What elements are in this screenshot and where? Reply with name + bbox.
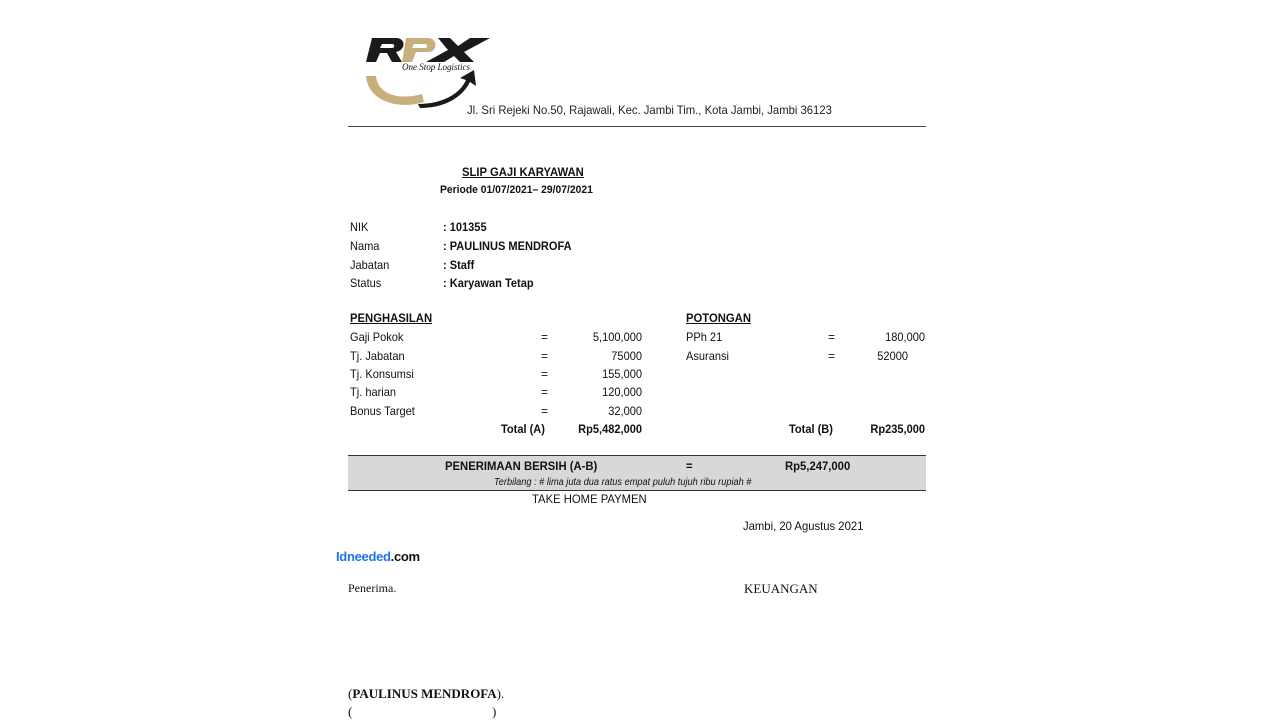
earnings-row-label: Tj. Jabatan xyxy=(350,349,405,363)
deductions-row-value: 180,000 xyxy=(885,330,925,344)
watermark-domain: .com xyxy=(390,549,420,564)
earnings-row-eq: = xyxy=(541,385,549,399)
net-pay-label: PENERIMAAN BERSIH (A-B) xyxy=(445,459,598,473)
earnings-row-value: 155,000 xyxy=(602,367,642,381)
receiver-name: PAULINUS MENDROFA xyxy=(352,686,497,701)
info-value-nama: : PAULINUS MENDROFA xyxy=(443,239,572,253)
blank-signature-open: ( xyxy=(348,704,353,719)
earnings-row-eq: = xyxy=(541,404,549,418)
slip-period: Periode 01/07/2021– 29/07/2021 xyxy=(440,184,593,196)
earnings-total-label: Total (A) xyxy=(501,422,545,436)
earnings-row-eq: = xyxy=(541,349,549,363)
earnings-row-label: Tj. Konsumsi xyxy=(350,367,414,381)
logo-tagline: One Stop Logistics xyxy=(402,62,471,72)
blank-signature-close: ) xyxy=(492,704,497,719)
header-divider xyxy=(348,126,926,127)
company-logo xyxy=(362,36,494,110)
receiver-name-open: ( xyxy=(348,686,353,701)
deductions-heading: POTONGAN xyxy=(686,311,751,325)
slip-title: SLIP GAJI KARYAWAN xyxy=(462,165,584,179)
deductions-row-label: Asuransi xyxy=(686,349,729,363)
amount-in-words: Terbilang : # lima juta dua ratus empat puluh tujuh ribu rupiah # xyxy=(494,477,752,488)
earnings-row-label: Gaji Pokok xyxy=(350,330,404,344)
earnings-row-label: Bonus Target xyxy=(350,404,415,418)
earnings-row-eq: = xyxy=(541,367,549,381)
deductions-row-eq: = xyxy=(828,349,836,363)
watermark xyxy=(336,549,420,564)
deductions-row-label: PPh 21 xyxy=(686,330,723,344)
earnings-heading: PENGHASILAN xyxy=(350,311,433,325)
info-label-jabatan: Jabatan xyxy=(350,258,390,272)
info-value-status: : Karyawan Tetap xyxy=(443,276,534,290)
company-address: Jl. Sri Rejeki No.50, Rajawali, Kec. Jambi Tim., Kota Jambi, Jambi 36123 xyxy=(467,103,832,117)
earnings-row-eq: = xyxy=(541,330,549,344)
deductions-total-value: Rp235,000 xyxy=(870,422,925,436)
finance-label: KEUANGAN xyxy=(744,581,818,596)
earnings-row-value: 120,000 xyxy=(602,385,642,399)
earnings-row-value: 32,000 xyxy=(608,404,642,418)
net-pay-value: Rp5,247,000 xyxy=(785,459,851,473)
info-label-nama: Nama xyxy=(350,239,380,253)
deductions-total-label: Total (B) xyxy=(789,422,833,436)
signing-date: Jambi, 20 Agustus 2021 xyxy=(743,519,864,533)
receiver-label: Penerima. xyxy=(348,581,397,595)
deductions-row-value: 52000 xyxy=(877,349,908,363)
earnings-row-value: 5,100,000 xyxy=(592,330,642,344)
watermark-name: Idneeded xyxy=(336,549,391,564)
earnings-row-label: Tj. harian xyxy=(350,385,397,399)
info-label-status: Status xyxy=(350,276,382,290)
receiver-name-close: ). xyxy=(496,686,505,701)
take-home-pay-label: TAKE HOME PAYMEN xyxy=(532,492,647,506)
deductions-row-eq: = xyxy=(828,330,836,344)
info-value-nik: : 101355 xyxy=(443,220,487,234)
info-label-nik: NIK xyxy=(350,220,369,234)
logo-mark-icon xyxy=(362,36,494,110)
info-value-jabatan: : Staff xyxy=(443,258,475,272)
earnings-row-value: 75000 xyxy=(611,349,642,363)
net-pay-eq: = xyxy=(686,459,693,473)
earnings-total-value: Rp5,482,000 xyxy=(578,422,642,436)
receiver-name-line xyxy=(348,686,504,702)
